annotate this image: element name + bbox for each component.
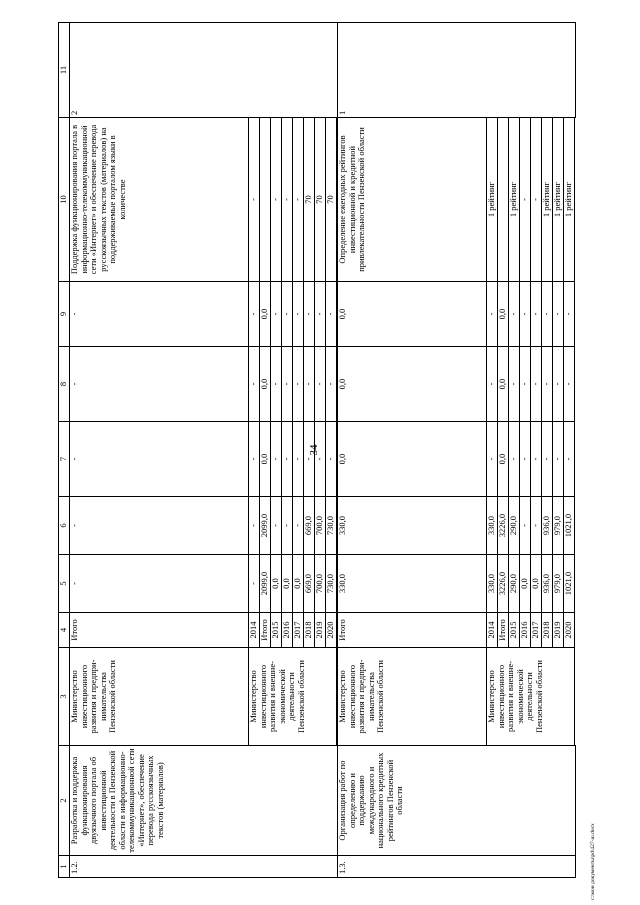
table-cell: 2018 [542,613,553,648]
table-cell: - [531,422,542,497]
table-cell: 70 [315,118,326,282]
table-cell: 700,0 [315,555,326,613]
table-cell: 0,0 [338,282,487,347]
table-cell: - [520,118,531,282]
table-cell: 3226,0 [498,555,509,613]
table-cell: 669,0 [304,497,315,555]
table-cell: - [553,347,564,422]
table-row [70,23,249,878]
table-cell: 1 рейтинг [509,118,520,282]
table-cell: - [487,282,498,347]
table-cell: 979,0 [553,555,564,613]
table-cell: 700,0 [315,497,326,555]
table-cell: 1.3. [338,856,576,878]
table-cell: 0,0 [293,555,304,613]
col-header: 10 [59,118,70,282]
table-cell: 1 [338,23,576,118]
table-cell: - [553,422,564,497]
table-cell: Министерство инвестиционного развития и внешне-экономической деятельности Пензенской области [487,648,575,746]
table-cell: - [282,422,293,497]
table-cell: 936,0 [542,497,553,555]
table-cell: 2015 [509,613,520,648]
table-cell: - [520,422,531,497]
table-cell [575,118,576,746]
table-cell: - [249,282,260,347]
table-cell: 0,0 [260,422,271,497]
table-cell: - [509,347,520,422]
table-cell: - [487,347,498,422]
table-cell: Итого [498,613,509,648]
table-cell: 2020 [326,613,337,648]
table-cell: Министерство инвестиционного развития и внешне-экономической деятельности Пензенской области [249,648,337,746]
table-cell: 0,0 [271,555,282,613]
footer-file-path: c:\мои документы\pd\427-ш.docx [590,823,596,900]
table-cell: - [282,118,293,282]
table-cell: Итого [260,613,271,648]
table-cell: - [531,497,542,555]
col-header: 11 [59,23,70,118]
table-cell: - [531,282,542,347]
table-body [70,23,576,878]
table-cell: Разработка и поддержка функционирования двуязычного портала об инвестиционной деятельности в Пензенской области в информационно-телекоммуникационной сети «Интернет», обеспечение перевода русскоязычных текстов (материалов) [70,746,338,856]
table-cell: Поддержка функционирования портала в информационно-телекоммуникационной сети «Интернет» и обеспечение перевода русскоязычных текстов (материалов) на поддерживаемые порталом языки в количестве [70,118,249,282]
table-cell: 2016 [282,613,293,648]
table-cell: - [271,422,282,497]
table-cell: - [520,347,531,422]
table-cell: 2014 [249,613,260,648]
table-cell: - [542,347,553,422]
table-cell: 2018 [304,613,315,648]
table-cell: - [249,118,260,282]
table-cell: - [509,422,520,497]
table-cell: 330,0 [338,497,487,555]
table-cell: - [531,347,542,422]
col-header: 4 [59,613,70,648]
page-number: 34 [308,444,320,456]
table-cell: - [249,347,260,422]
table-cell: Организация работ по определению и поддержанию международного и национального кредитных рейтингов Пензенской области [338,746,576,856]
table-cell: 1021,0 [564,497,575,555]
table-cell: - [282,347,293,422]
table-cell: - [70,422,249,497]
table-cell: 2020 [564,613,575,648]
table-cell [260,118,271,282]
table-cell: 0,0 [260,347,271,422]
table-cell: Итого [338,613,487,648]
table-cell: 0,0 [498,282,509,347]
col-header: 7 [59,422,70,497]
table-cell: - [249,497,260,555]
table-cell: - [293,347,304,422]
table-cell: - [293,118,304,282]
table-cell: - [70,555,249,613]
table-cell: - [293,497,304,555]
table-cell: 0,0 [260,282,271,347]
table-cell: - [509,282,520,347]
table-cell: 1.2. [70,856,338,878]
table-cell: 979,0 [553,497,564,555]
col-header: 9 [59,282,70,347]
table-cell: 0,0 [520,555,531,613]
col-header: 1 [59,856,70,878]
table-cell: 2099,0 [260,497,271,555]
table-cell [498,118,509,282]
table-cell: 2016 [520,613,531,648]
table-cell: Министерство инвестиционного развития и предпри-нимательства Пензенской области [338,648,487,746]
table-cell: - [315,282,326,347]
table-cell: 290,0 [509,497,520,555]
table-cell: - [487,422,498,497]
table-cell: 70 [304,118,315,282]
table-cell: - [282,282,293,347]
table-cell: 330,0 [487,555,498,613]
table-cell: - [304,422,315,497]
table-cell: 2019 [315,613,326,648]
table-cell: 1 рейтинг [487,118,498,282]
table-cell: - [542,422,553,497]
table-cell: - [249,555,260,613]
table-cell: - [315,347,326,422]
col-header: 3 [59,648,70,746]
table-cell: Определение ежегодных рейтингов инвестиционной и кредитной привлекательности Пензенской области [338,118,487,282]
table-cell: 0,0 [282,555,293,613]
table-cell: Министерство инвестиционного развития и предпри-нимательства Пензенской области [70,648,249,746]
table-cell: Итого [70,613,249,648]
table-cell: - [293,282,304,347]
table-cell: 3226,0 [498,497,509,555]
table-cell: - [304,347,315,422]
table-cell: - [249,422,260,497]
table-cell: 330,0 [487,497,498,555]
table-cell: - [520,282,531,347]
table-cell: 290,0 [509,555,520,613]
table-cell: - [564,282,575,347]
table-cell: 0,0 [338,347,487,422]
table-cell: 2015 [271,613,282,648]
table-cell: - [271,282,282,347]
table-cell: 2019 [553,613,564,648]
table-cell: 0,0 [498,347,509,422]
table-cell: - [326,422,337,497]
table-cell: 2017 [531,613,542,648]
table-cell: 1 рейтинг [564,118,575,282]
table-cell: 330,0 [338,555,487,613]
table-cell: - [271,347,282,422]
program-table [58,22,576,878]
table-cell: 2099,0 [260,555,271,613]
table-cell: - [70,282,249,347]
table-cell: 1 рейтинг [553,118,564,282]
col-header: 2 [59,746,70,856]
table-cell: 0,0 [498,422,509,497]
table-cell: - [282,497,293,555]
table-cell: - [70,347,249,422]
table-row [338,23,487,878]
table-cell: - [326,347,337,422]
table-cell: 70 [326,118,337,282]
table-cell: 669,0 [304,555,315,613]
table-cell: 730,0 [326,555,337,613]
table-cell: 730,0 [326,497,337,555]
col-header: 8 [59,347,70,422]
table-cell: 2017 [293,613,304,648]
table-cell: - [271,118,282,282]
table-cell: - [293,422,304,497]
table-cell: - [553,282,564,347]
table-cell: - [531,118,542,282]
table-cell: 2 [70,23,338,118]
table-cell: 0,0 [531,555,542,613]
header-row [59,23,70,878]
table-cell: 0,0 [338,422,487,497]
table-cell: - [304,282,315,347]
table-cell: - [315,422,326,497]
col-header: 5 [59,555,70,613]
table-cell: - [326,282,337,347]
table-cell: - [542,282,553,347]
table-cell: - [271,497,282,555]
table-cell: 2014 [487,613,498,648]
col-header: 6 [59,497,70,555]
table-cell: 1021,0 [564,555,575,613]
table-cell: - [564,347,575,422]
table-cell: - [520,497,531,555]
table-cell: 936,0 [542,555,553,613]
table-cell: 1 рейтинг [542,118,553,282]
rotated-page [58,23,578,878]
table-cell: - [564,422,575,497]
table-cell: - [70,497,249,555]
